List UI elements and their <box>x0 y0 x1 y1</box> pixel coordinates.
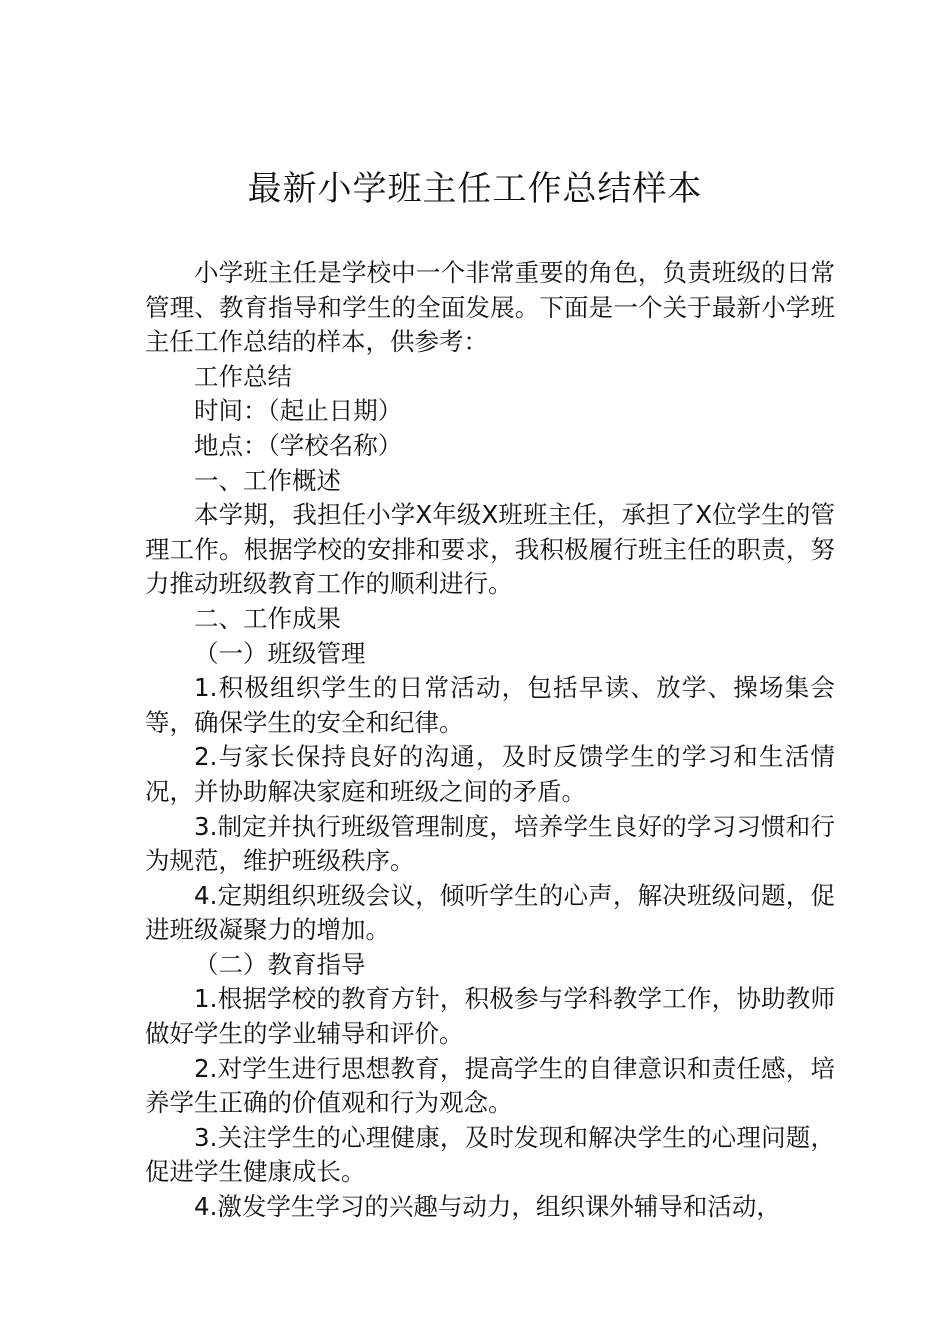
document-body <box>145 256 835 1225</box>
list-item: 2.与家长保持良好的沟通，及时反馈学生的学习和生活情况，并协助解决家庭和班级之间的矛盾。 <box>145 742 835 806</box>
list-item: 4.定期组织班级会议，倾听学生的心声，解决班级问题，促进班级凝聚力的增加。 <box>145 880 835 945</box>
subsection-heading-education-guidance: （二）教育指导 <box>194 949 366 979</box>
list-item: 1.根据学校的教育方针，积极参与学科教学工作，协助教师做好学生的学业辅导和评价。 <box>145 984 835 1049</box>
field-location: 地点：（学校名称） <box>194 430 403 460</box>
list-item: 2.对学生进行思想教育，提高学生的自律意识和责任感，培养学生正确的价值观和行为观念。 <box>145 1053 835 1118</box>
document-title: 最新小学班主任工作总结样本 <box>247 169 703 209</box>
list-item: 4.激发学生学习的兴趣与动力，组织课外辅导和活动， <box>194 1192 781 1222</box>
overview-paragraph: 本学期，我担任小学X年级X班班主任，承担了X位学生的管理工作。根据学校的安排和要求，我积极履行班主任的职责，努力推动班级教育工作的顺利进行。 <box>145 500 835 599</box>
section-heading-results: 二、工作成果 <box>194 603 341 633</box>
list-item: 3.制定并执行班级管理制度，培养学生良好的学习习惯和行为规范，维护班级秩序。 <box>145 811 835 876</box>
intro-paragraph: 小学班主任是学校中一个非常重要的角色，负责班级的日常管理、教育指导和学生的全面发展。下面是一个关于最新小学班主任工作总结的样本，供参考： <box>145 258 835 357</box>
list-item: 1.积极组织学生的日常活动，包括早读、放学、操场集会等，确保学生的安全和纪律。 <box>145 673 835 737</box>
section-heading-overview: 一、工作概述 <box>194 465 341 495</box>
subsection-heading-class-management: （一）班级管理 <box>194 638 366 668</box>
list-item: 3.关注学生的心理健康，及时发现和解决学生的心理问题，促进学生健康成长。 <box>145 1122 835 1187</box>
heading-work-summary: 工作总结 <box>194 361 292 391</box>
field-time: 时间：（起止日期） <box>194 396 403 426</box>
